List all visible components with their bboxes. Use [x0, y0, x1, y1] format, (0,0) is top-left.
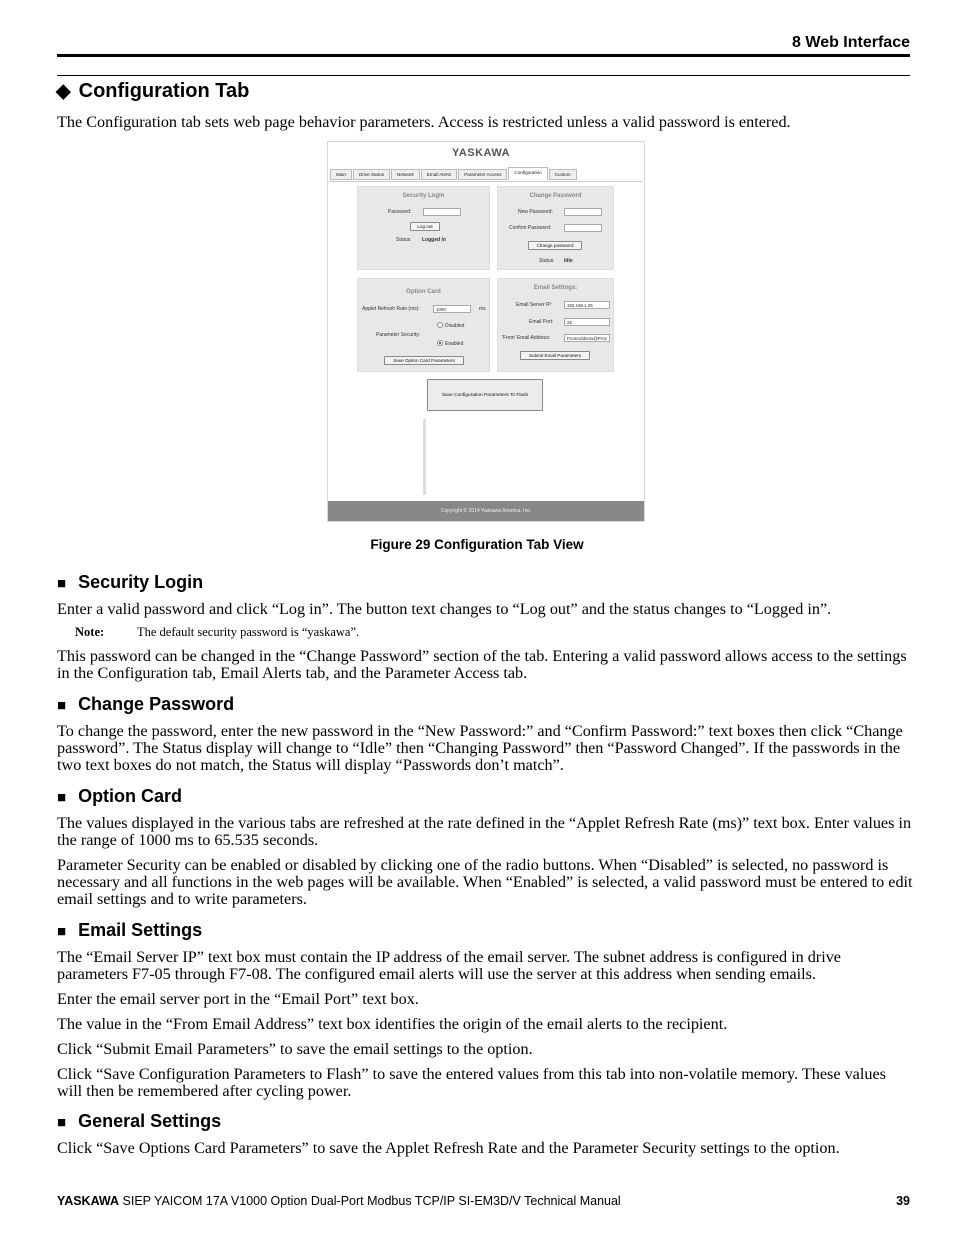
parameter-security-label: Parameter Security: [376, 332, 421, 338]
yaskawa-logo: YASKAWA [452, 147, 511, 159]
save-option-card-button[interactable]: Save Option Card Parameters [384, 356, 464, 365]
tab-custom[interactable]: Custom [549, 169, 577, 180]
option-card-heading: ■ Option Card [57, 786, 183, 806]
configuration-tab-figure [327, 141, 645, 522]
logout-button[interactable]: Log out [410, 222, 440, 231]
tab-network[interactable]: Network [391, 169, 420, 180]
login-status-value: Logged in [422, 237, 446, 243]
tab-email-alerts[interactable]: Email Alerts [421, 169, 457, 180]
intro-paragraph: The Configuration tab sets web page behavior parameters. Access is restricted unless a valid password is entered. [57, 113, 791, 131]
change-password-heading: ■ Change Password [57, 694, 235, 714]
confirm-password-label: Confirm Password: [509, 225, 552, 231]
general-settings-heading: ■ General Settings [57, 1111, 222, 1131]
paragraph: To change the password, enter the new password in the “New Password:” and “Confirm Password:” text boxes then click “Change password”. The Status display will change to “Idle” then “Changing Password” then “Password Changed”. If the passwords in the two text boxes do not match, the Status will display “Passwords don’t match”. [57, 722, 903, 774]
square-bullet-icon: ■ [57, 697, 67, 714]
paragraph: Enter the email server port in the “Email Port” text box. [57, 990, 419, 1008]
page-number: 39 [896, 1194, 910, 1208]
panel-title: Email Settings: [533, 285, 578, 291]
password-input[interactable] [423, 208, 461, 216]
email-server-input[interactable]: 192.168.1.25 [564, 301, 610, 309]
disabled-radio[interactable] [437, 322, 443, 328]
security-login-panel [357, 186, 490, 270]
submit-email-button[interactable]: Submit Email Parameters [520, 351, 590, 360]
paragraph: Click “Save Configuration Parameters to Flash” to save the entered values from this tab into non-volatile memory. These values will then be remembered after cycling power. [57, 1065, 886, 1100]
square-bullet-icon: ■ [57, 923, 67, 940]
paragraph: Enter a valid password and click “Log in”. The button text changes to “Log out” and the status changes to “Logged in”. [57, 600, 832, 618]
tab-divider [330, 181, 642, 182]
option-card-panel [357, 278, 490, 372]
paragraph: The value in the “From Email Address” text box identifies the origin of the email alerts to the recipient. [57, 1015, 728, 1033]
change-status-value: Idle [564, 258, 573, 264]
enabled-label: Enabled [445, 341, 464, 347]
status-label: Status: [396, 237, 412, 243]
enabled-radio[interactable] [437, 340, 443, 346]
copyright-footer: Copyright © 2014 Yaskawa America, Inc. [328, 501, 644, 521]
paragraph: The “Email Server IP” text box must contain the IP address of the email server. The subnet address is configured in drive parameters F7-05 through F7-08. The configured email alerts will use the server at this address when sending emails. [57, 948, 841, 983]
email-server-label: Email Server IP: [516, 302, 553, 308]
square-bullet-icon: ■ [57, 789, 67, 806]
email-settings-heading: ■ Email Settings [57, 920, 203, 940]
email-port-label: Email Port: [529, 319, 554, 325]
page-title: ◆ Configuration Tab [56, 80, 250, 102]
figure-caption: Figure 29 Configuration Tab View [370, 537, 584, 552]
diamond-icon: ◆ [56, 81, 71, 102]
status-label: Status: [539, 258, 555, 264]
tab-bar [330, 169, 578, 181]
refresh-unit: ms [479, 306, 486, 312]
email-port-input[interactable]: 25 [564, 318, 610, 326]
tab-configuration[interactable]: Configuration [508, 167, 547, 180]
change-password-panel [497, 186, 614, 270]
header-rule-thin [57, 75, 910, 76]
paragraph: This password can be changed in the “Change Password” section of the tab. Entering a valid password allows access to the settings in the Configuration tab, Email Alerts tab, and the Parameter Access tab. [57, 647, 907, 682]
new-password-input[interactable] [564, 208, 602, 216]
paragraph: Click “Save Options Card Parameters” to save the Applet Refresh Rate and the Parameter Security settings to the option. [57, 1139, 840, 1157]
square-bullet-icon: ■ [57, 575, 67, 592]
save-to-flash-button[interactable]: Save Configuration Parameters To Flash [427, 379, 543, 411]
new-password-label: New Password: [518, 209, 553, 215]
paragraph: The values displayed in the various tabs are refreshed at the rate defined in the “Applet Refresh Rate (ms)” text box. Enter values in the range of 1000 ms to 65.535 seconds. [57, 814, 912, 849]
section-header: 8 Web Interface [792, 34, 910, 51]
security-login-heading: ■ Security Login [57, 572, 204, 592]
note-text: The default security password is “yaskawa”. [137, 625, 360, 639]
disabled-label: Disabled [445, 323, 465, 329]
password-label: Password: [388, 209, 412, 215]
panel-title: Option Card [406, 289, 441, 295]
note-label: Note: [75, 625, 105, 639]
paragraph: Parameter Security can be enabled or disabled by clicking one of the radio buttons. When “Disabled” is selected, no password is necessary and all functions in the web pages will be available. When “Enabled” is selected, a valid password must be entered to edit email settings and to write parameters. [57, 856, 913, 908]
from-address-input[interactable]: FromAddress@Prov [564, 334, 610, 342]
paragraph: Click “Submit Email Parameters” to save the email settings to the option. [57, 1040, 533, 1058]
tab-parameter-access[interactable]: Parameter Access [458, 169, 507, 180]
scrollbar[interactable] [423, 419, 426, 495]
email-settings-panel [497, 278, 614, 372]
panel-title: Change Password [529, 193, 582, 199]
from-address-label: 'From' Email Address: [502, 335, 551, 341]
header-rule [57, 54, 910, 57]
change-password-button[interactable]: Change password [528, 241, 582, 250]
page-footer [57, 1194, 621, 1208]
footer-manual-title: SIEP YAICOM 17A V1000 Option Dual-Port Modbus TCP/IP SI-EM3D/V Technical Manual [119, 1194, 621, 1208]
refresh-rate-label: Applet Refresh Rate (ms): [362, 306, 420, 312]
footer-brand: YASKAWA [57, 1194, 120, 1208]
panel-title: Security Login [402, 193, 445, 199]
tab-drive-status[interactable]: Drive Status [353, 169, 390, 180]
square-bullet-icon: ■ [57, 1114, 67, 1131]
tab-main[interactable]: Main [330, 169, 352, 180]
confirm-password-input[interactable] [564, 224, 602, 232]
refresh-rate-input[interactable]: 1000 [433, 305, 471, 313]
